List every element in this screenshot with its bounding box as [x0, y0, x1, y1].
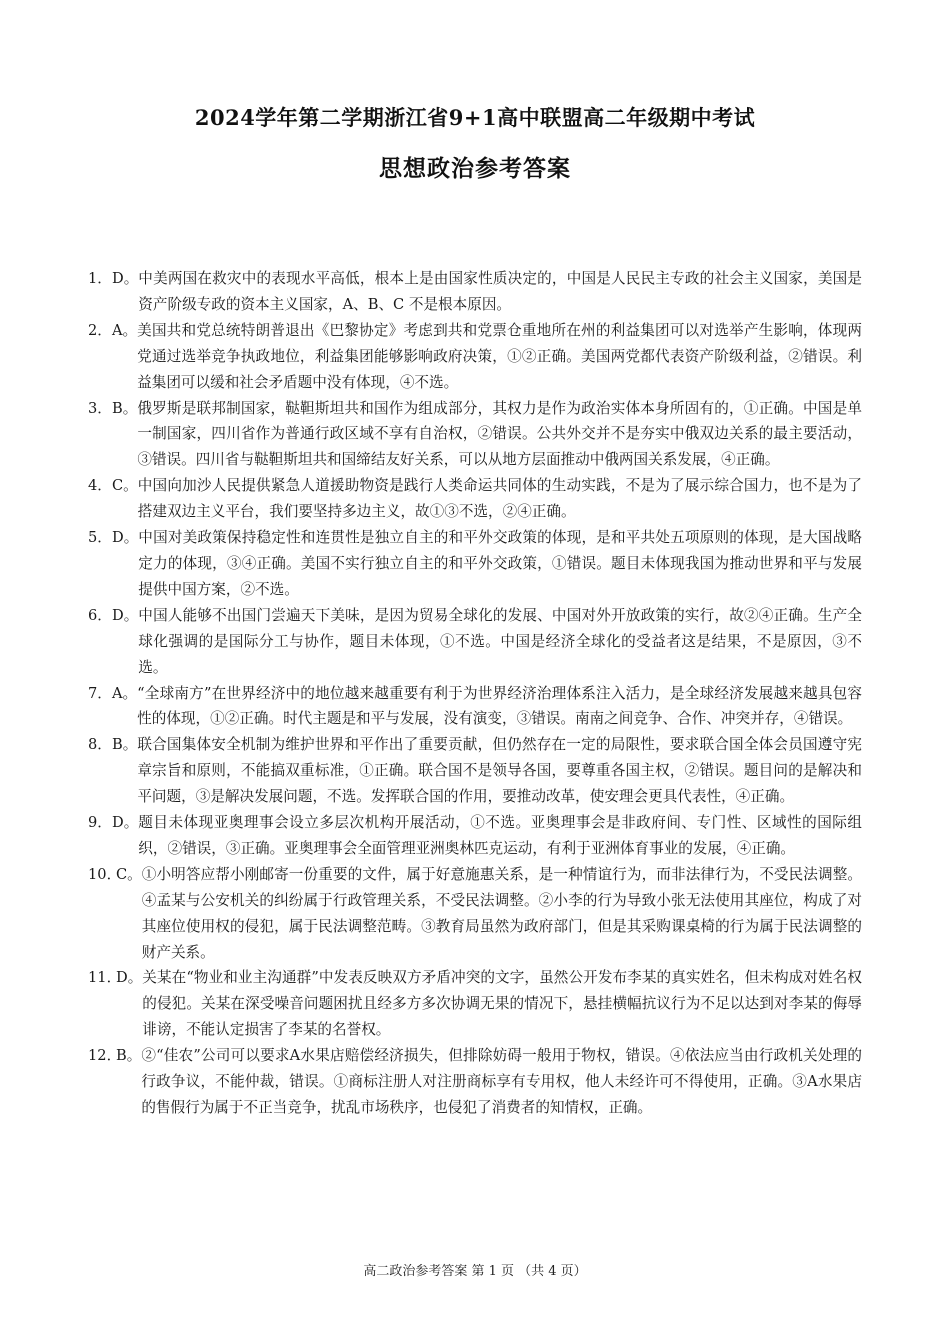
answer-choice: D。 [112, 270, 139, 287]
answer-number: 5． [88, 529, 112, 547]
answer-item-1 [88, 266, 862, 318]
answer-number: 4． [88, 477, 112, 495]
answer-item-7 [88, 681, 862, 733]
answer-explanation: ①小明答应帮小刚邮寄一份重要的文件，属于好意施惠关系，是一种情谊行为，而非法律行为，不受民法调整。④孟某与公安机关的纠纷属于行政管理关系，不受民法调整。②小李的行为导致小张无法使用其座位，构成了对其座位使用权的侵犯，属于民法调整范畴。③教育局虽然为政府部门，但是其采购课桌椅的行为属于民法调整的财产关系。 [141, 865, 862, 961]
answer-number: 9． [88, 814, 112, 832]
answer-choice: D。 [112, 529, 139, 547]
answer-explanation: “全球南方”在世界经济中的地位越来越重要有利于为世界经济治理体系注入活力，是全球经济发展越来越具包容性的体现，①②正确。时代主题是和平与发展，没有演变，③错误。南南之间竞争、合作、冲突并存，④错误。 [137, 684, 862, 728]
answer-number: 8． [88, 736, 112, 754]
answer-explanation: 中美两国在救灾中的表现水平高低，根本上是由国家性质决定的，中国是人民民主专政的社会主义国家，美国是资产阶级专政的资本主义国家，A、B、C 不是根本原因。 [138, 270, 862, 313]
answer-list [88, 266, 862, 1121]
answer-choice: D。 [112, 606, 139, 624]
answer-explanation: 题目未体现亚奥理事会设立多层次机构开展活动，①不选。亚奥理事会是非政府间、专门性、区域性的国际组织，②错误，③正确。亚奥理事会全面管理亚洲奥林匹克运动，有利于亚洲体育事业的发展，④正确。 [138, 814, 862, 857]
answer-item-11 [88, 965, 862, 1043]
answer-explanation: 关某在“物业和业主沟通群”中发表反映双方矛盾冲突的文字，虽然公开发布李某的真实姓名，但未构成对姓名权的侵犯。关某在深受噪音问题困扰且经多方多次协调无果的情况下，悬挂横幅抗议行为不足以达到对李某的侮辱诽谤，不能认定损害了李某的名誉权。 [142, 969, 862, 1039]
answer-explanation: 美国共和党总统特朗普退出《巴黎协定》考虑到共和党票仓重地所在州的利益集团可以对选举产生影响，体现两党通过选举竞争执政地位，利益集团能够影响政府决策，①②正确。美国两党都代表资产阶级利益，②错误。利益集团可以缓和社会矛盾题中没有体现，④不选。 [137, 321, 862, 391]
answer-number: 1． [88, 270, 112, 287]
page-footer: 高二政治参考答案 第 1 页 （共 4 页） [363, 1264, 587, 1279]
answer-choice: B。 [116, 1047, 142, 1065]
answer-number: 3． [88, 399, 112, 417]
answer-number: 7． [88, 684, 112, 702]
exam-subtitle: 思想政治参考答案 [379, 155, 571, 182]
exam-title: 2024学年第二学期浙江省9+1高中联盟高二年级期中考试 [194, 105, 756, 130]
answer-item-8 [88, 732, 862, 810]
answer-item-10 [88, 862, 862, 966]
answer-explanation: 联合国集体安全机制为维护世界和平作出了重要贡献，但仍然存在一定的局限性，要求联合国全体会员国遵守宪章宗旨和原则，不能搞双重标准，①正确。联合国不是领导各国，要尊重各国主权，②错误。题目问的是解决和平问题，③是解决发展问题，不选。发挥联合国的作用，要推动改革，使安理会更具代表性，④正确。 [137, 736, 862, 806]
answer-number: 6． [88, 606, 112, 624]
answer-choice: C。 [112, 477, 138, 495]
answer-item-3 [88, 396, 862, 474]
answer-explanation: 中国向加沙人民提供紧急人道援助物资是践行人类命运共同体的生动实践，不是为了展示综合国力，也不是为了搭建双边主义平台，我们要坚持多边主义，故①③不选，②④正确。 [137, 477, 862, 521]
answer-number: 2． [88, 321, 112, 339]
answer-item-9 [88, 810, 862, 862]
answer-item-2 [88, 318, 862, 396]
answer-explanation: ②“佳农”公司可以要求A水果店赔偿经济损失，但排除妨碍一般用于物权，错误。④依法应当由行政机关处理的行政争议，不能仲裁，错误。①商标注册人对注册商标享有专用权，他人未经许可不得使用，正确。③A水果店的售假行为属于不正当竞争，扰乱市场秩序，也侵犯了消费者的知情权，正确。 [141, 1047, 862, 1116]
answer-number: 10． [88, 865, 122, 883]
answer-choice: D。 [116, 969, 143, 987]
answer-choice: D。 [112, 814, 139, 832]
answer-item-5 [88, 525, 862, 603]
answer-explanation: 中国对美政策保持稳定性和连贯性是独立自主的和平外交政策的体现，是和平共处五项原则的体现，是大国战略定力的体现，③④正确。美国不实行独立自主的和平外交政策，①错误。题目未体现我国为推动世界和平与发展提供中国方案，②不选。 [138, 529, 862, 598]
answer-choice: B。 [112, 399, 138, 417]
answer-number: 12． [88, 1047, 122, 1065]
answer-item-6 [88, 603, 862, 681]
answer-explanation: 俄罗斯是联邦制国家，鞑靼斯坦共和国作为组成部分，其权力是作为政治实体本身所固有的，①正确。中国是单一制国家，四川省作为普通行政区域不享有自治权，②错误。公共外交并不是夯实中俄双边关系的最主要活动，③错误。四川省与鞑靼斯坦共和国缔结友好关系，可以从地方层面推动中俄两国关系发展，④正确。 [137, 399, 862, 469]
answer-choice: A。 [112, 684, 138, 702]
answer-choice: A。 [112, 321, 138, 339]
answer-number: 11． [88, 969, 122, 987]
answer-item-12 [88, 1043, 862, 1121]
answer-choice: C。 [116, 865, 142, 883]
answer-item-4 [88, 473, 862, 525]
answer-choice: B。 [112, 736, 138, 754]
answer-explanation: 中国人能够不出国门尝遍天下美味，是因为贸易全球化的发展、中国对外开放政策的实行，故②④正确。生产全球化强调的是国际分工与协作，题目未体现，①不选。中国是经济全球化的受益者这是结果，不是原因，③不选。 [138, 606, 862, 676]
